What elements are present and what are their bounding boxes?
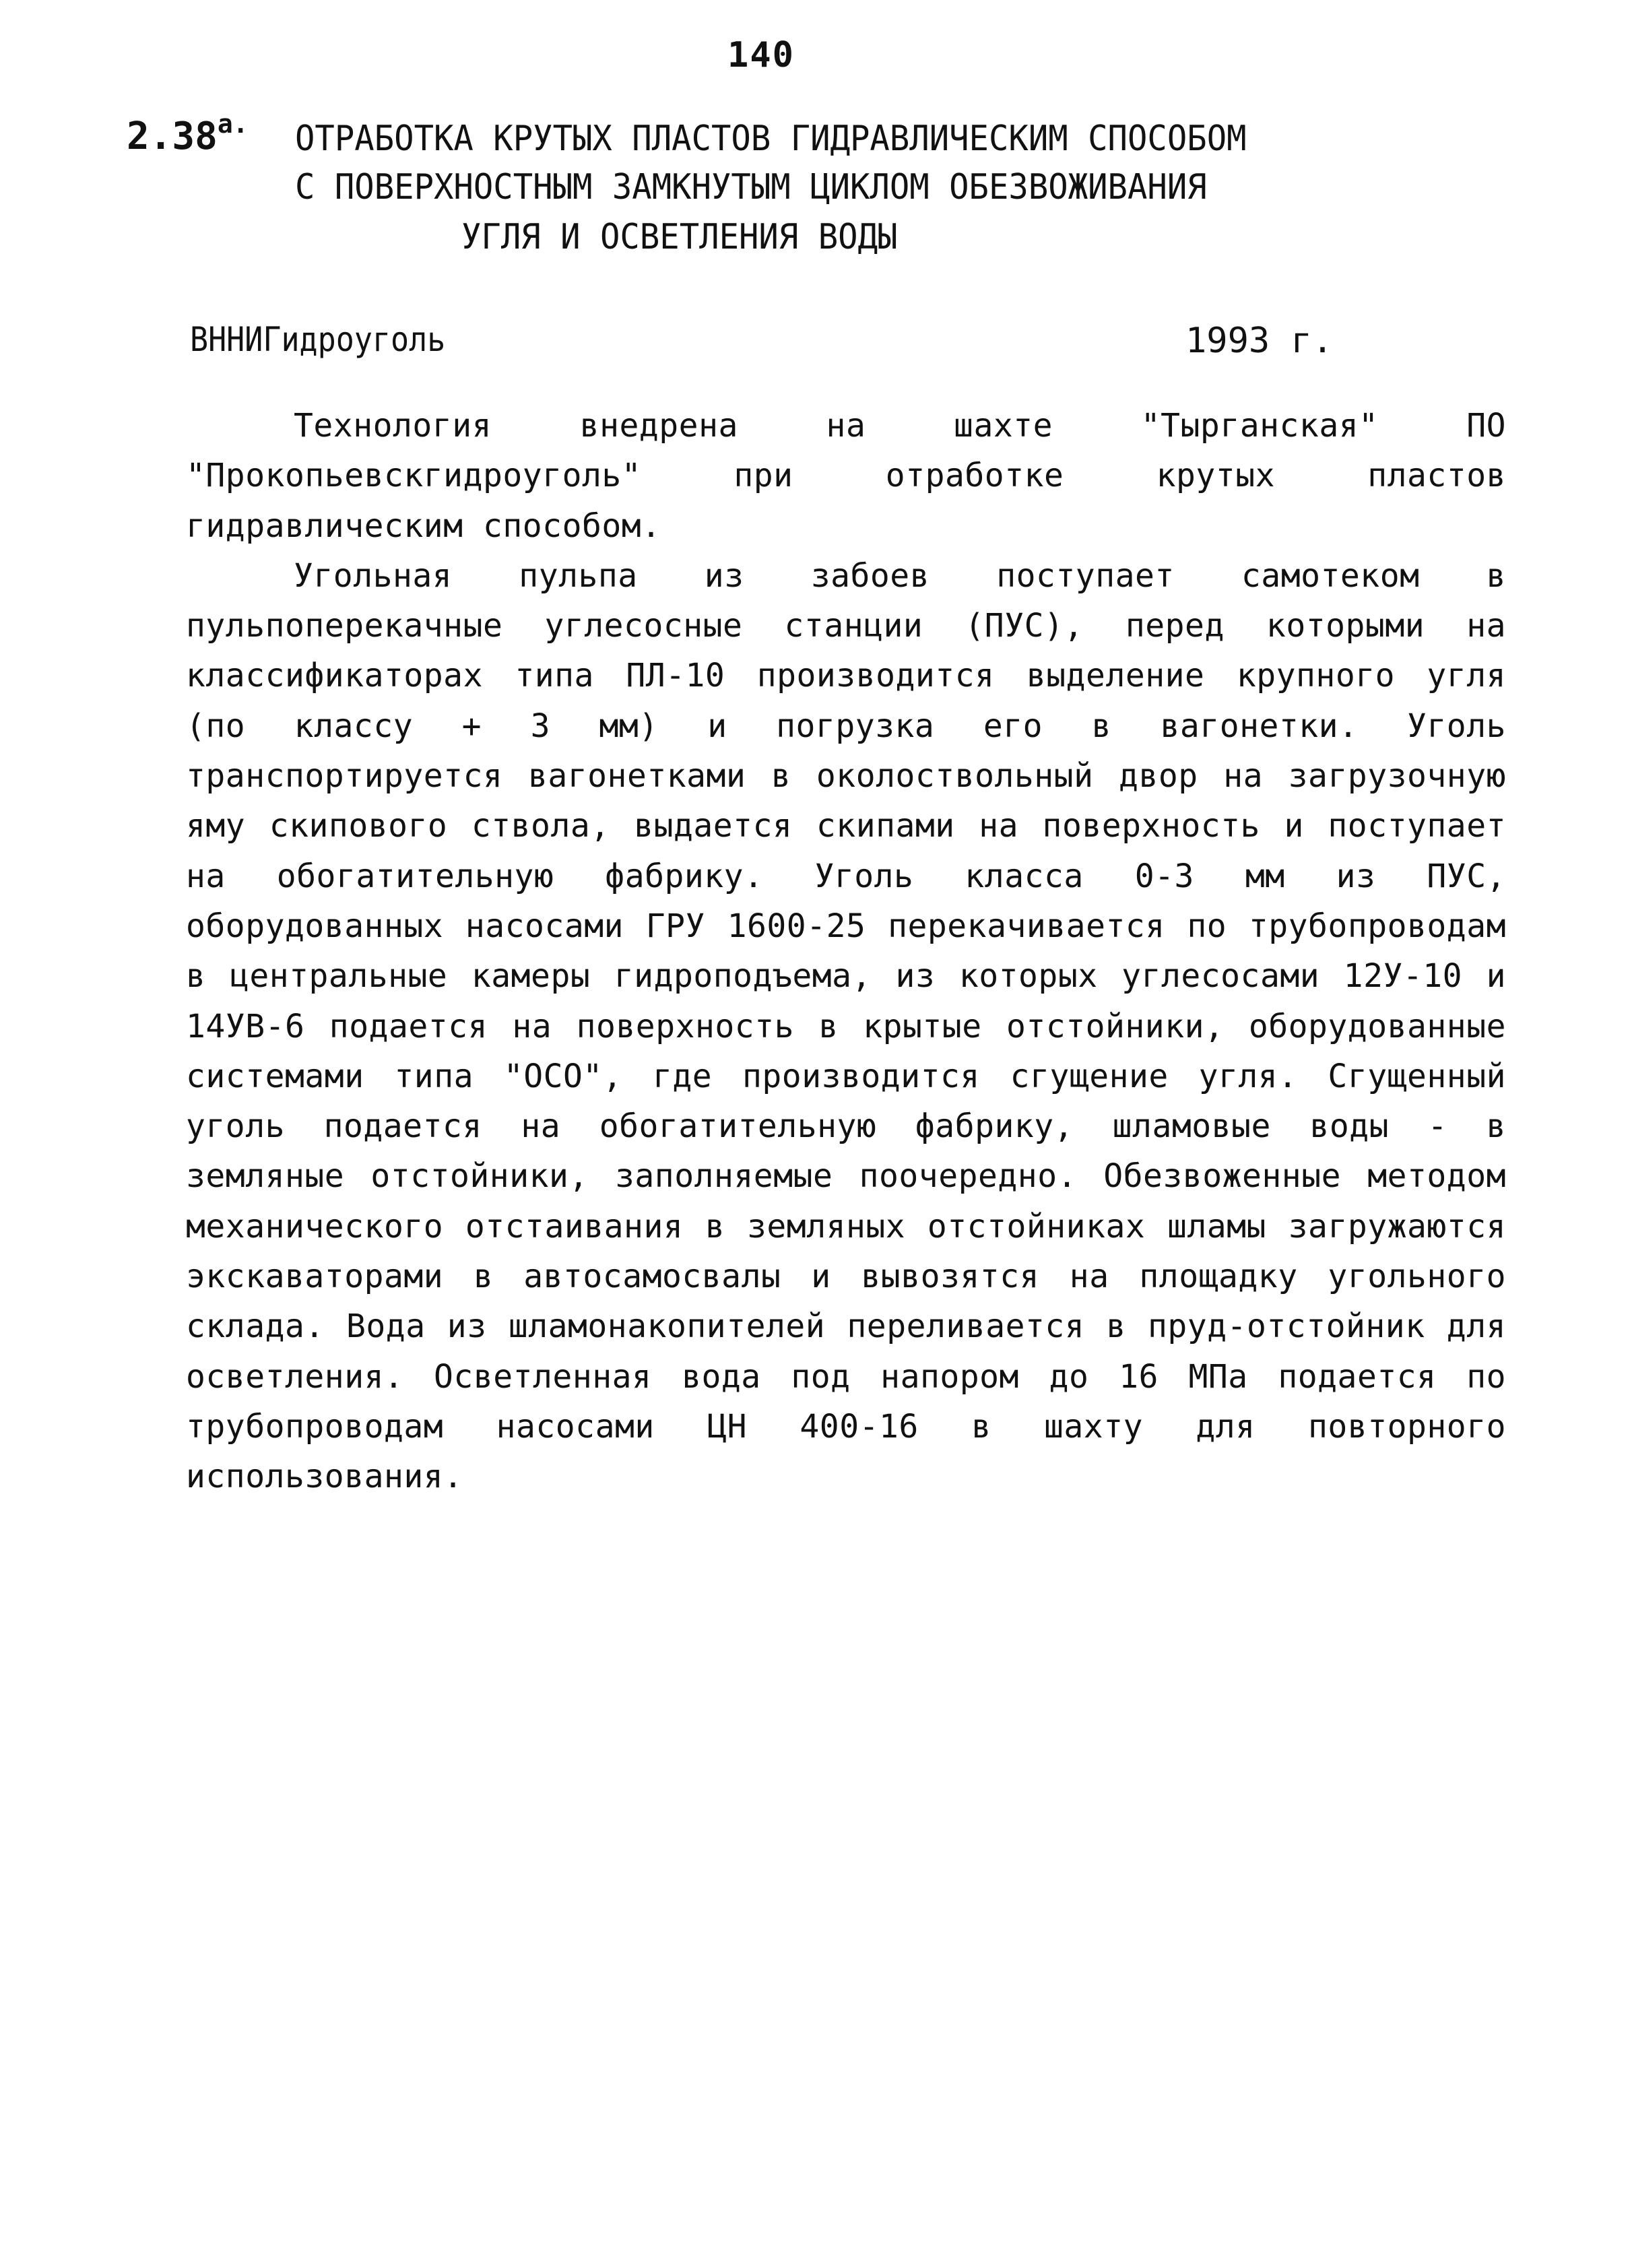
section-title-line-2: С ПОВЕРХНОСТНЫМ ЗАМКНУТЫМ ЦИКЛОМ ОБЕЗВОЖИВАНИЯ (295, 167, 1207, 207)
section-title-line-3: УГЛЯ И ОСВЕТЛЕНИЯ ВОДЫ (461, 217, 898, 257)
page-number: 140 (727, 35, 795, 75)
year: 1993 г. (1185, 321, 1334, 361)
section-title-line-1: ОТРАБОТКА КРУТЫХ ПЛАСТОВ ГИДРАВЛИЧЕСКИМ СПОСОБОМ (295, 119, 1247, 159)
section-number (127, 109, 249, 158)
section-number-main: 2.38 (127, 115, 218, 158)
organization: ВННИГидроуголь (190, 320, 446, 359)
paragraph-process: Угольная пульпа из забоев поступает самотеком в пульпоперекачные углесосные станции (ПУС), перед которыми на классификаторах типа ПЛ-10 производится выделение крупного угля (по классу + 3 мм) и погрузка его в вагонетки. Уголь транспортируется вагонетками в околоствольный двор на загрузочную яму скипового ствола, выдается скипами на поверхность и поступает на обогатительную фабрику. Уголь класса 0-3 мм из ПУС, оборудованных насосами ГРУ 1600-25 перекачивается по трубопроводам в центральные камеры гидроподъема, из которых углесосами 12У-10 и 14УВ-6 подается на поверхность в крытые отстойники, оборудованные системами типа "ОСО", где производится сгущение угля. Сгущенный уголь подается на обогатительную фабрику, шламовые воды - в земляные отстойники, заполняемые поочередно. Обезвоженные методом механического отстаивания в земляных отстойниках шламы загружаются экскаваторами в автосамосвалы и вывозятся на площадку угольного склада. Вода из шламонакопителей переливается в пруд-отстойник для осветления. Осветленная вода под напором до 16 МПа подается по трубопроводам насосами ЦН 400-16 в шахту для повторного использования. (186, 556, 1506, 1496)
section-number-suffix: а. (217, 109, 249, 139)
body-text (186, 401, 1506, 1502)
paragraph-intro: Технология внедрена на шахте "Тырганская" ПО "Прокопьевскгидроуголь" при отработке крутых пластов гидравлическим способом. (186, 407, 1506, 545)
